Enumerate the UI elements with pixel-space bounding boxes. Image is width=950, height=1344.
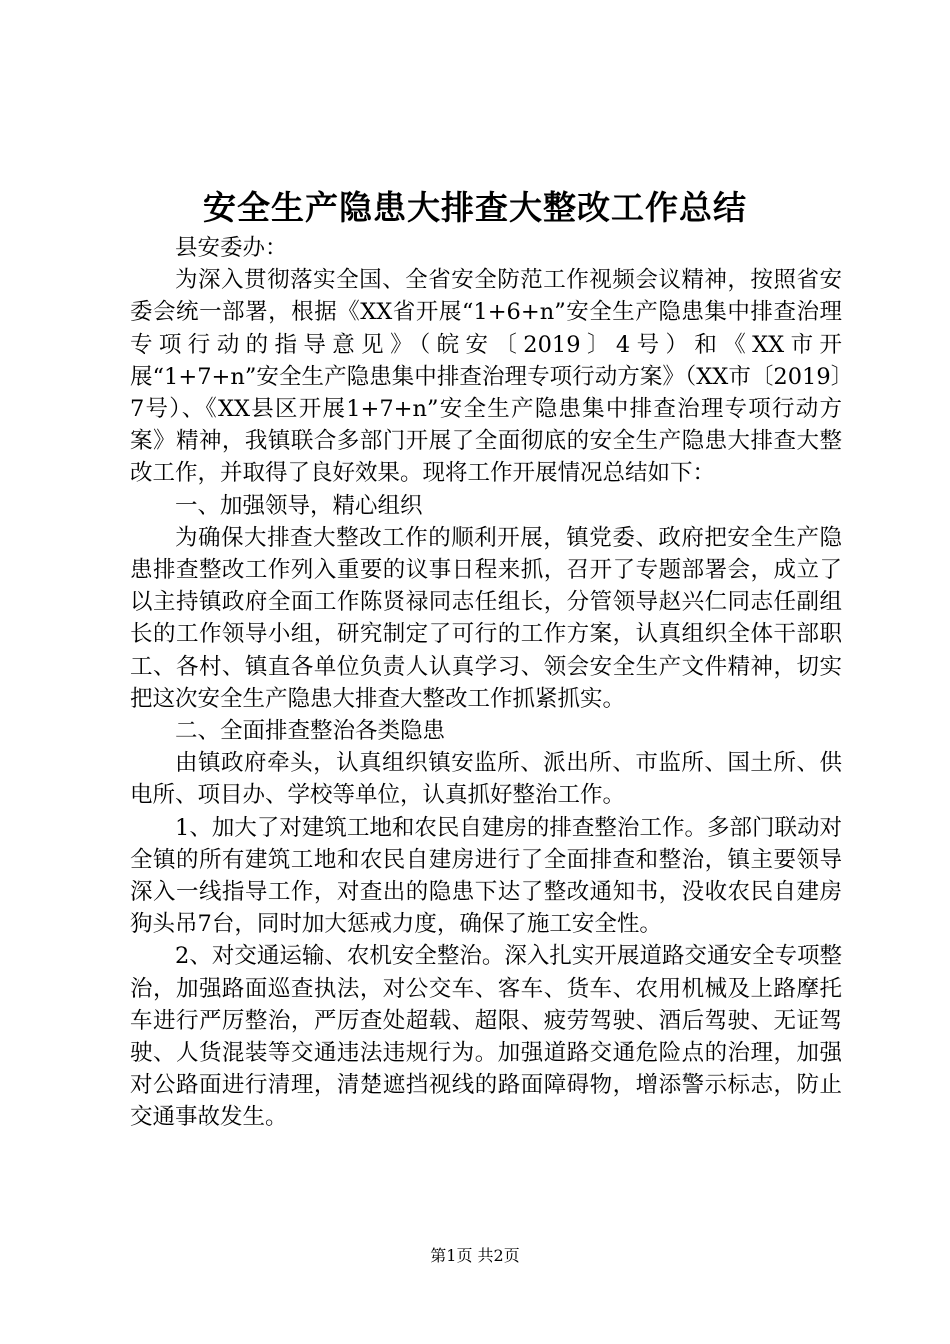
section-heading-2: 二、全面排查整治各类隐患 bbox=[175, 718, 446, 745]
document-title: 安全生产隐患大排查大整改工作总结 bbox=[203, 188, 747, 227]
intro-paragraph: 为深入贯彻落实全国、全省安全防范工作视频会议精神，按照省安委会统一部署，根据《XX省开展“1+6+n”安全生产隐患集中排查治理专项行动的指导意见》（皖安〔2019〕4号）和《XX市开展“1+7+n”安全生产隐患集中排查治理专项行动方案》（XX市〔2019〕7号）、《XX县区开展1+7+n”安全生产隐患集中排查治理专项行动方案》精神，我镇联合多部门开展了全面彻底的安全生产隐患大排查大整改工作，并取得了良好效果。现将工作开展情况总结如下： bbox=[130, 267, 842, 487]
item-2-paragraph: 2、对交通运输、农机安全整治。深入扎实开展道路交通安全专项整治，加强路面巡查执法，对公交车、客车、货车、农用机械及上路摩托车进行严厉整治，严厉查处超载、超限、疲劳驾驶、酒后驾驶、无证驾驶、人货混装等交通违法违规行为。加强道路交通危险点的治理，加强对公路面进行清理，清楚遮挡视线的路面障碍物，增添警示标志，防止交通事故发生。 bbox=[130, 943, 842, 1131]
document-body bbox=[130, 232, 842, 1134]
section-2-paragraph: 由镇政府牵头，认真组织镇安监所、派出所、市监所、国土所、供电所、项目办、学校等单位，认真抓好整治工作。 bbox=[130, 750, 842, 809]
section-1-paragraph: 为确保大排查大整改工作的顺利开展，镇党委、政府把安全生产隐患排查整改工作列入重要的议事日程来抓，召开了专题部署会，成立了以主持镇政府全面工作陈贤禄同志任组长，分管领导赵兴仁同志任副组长的工作领导小组，研究制定了可行的工作方案，认真组织全体干部职工、各村、镇直各单位负责人认真学习、领会安全生产文件精神，切实把这次安全生产隐患大排查大整改工作抓紧抓实。 bbox=[130, 524, 842, 712]
page-footer: 第1页 共2页 bbox=[430, 1246, 520, 1265]
salutation: 县安委办： bbox=[175, 235, 288, 261]
section-heading-1: 一、加强领导，精心组织 bbox=[175, 492, 423, 519]
item-1-paragraph: 1、加大了对建筑工地和农民自建房的排查整治工作。多部门联动对全镇的所有建筑工地和农民自建房进行了全面排查和整治，镇主要领导深入一线指导工作，对查出的隐患下达了整改通知书，没收农民自建房狗头吊7台，同时加大惩戒力度，确保了施工安全性。 bbox=[130, 814, 842, 938]
